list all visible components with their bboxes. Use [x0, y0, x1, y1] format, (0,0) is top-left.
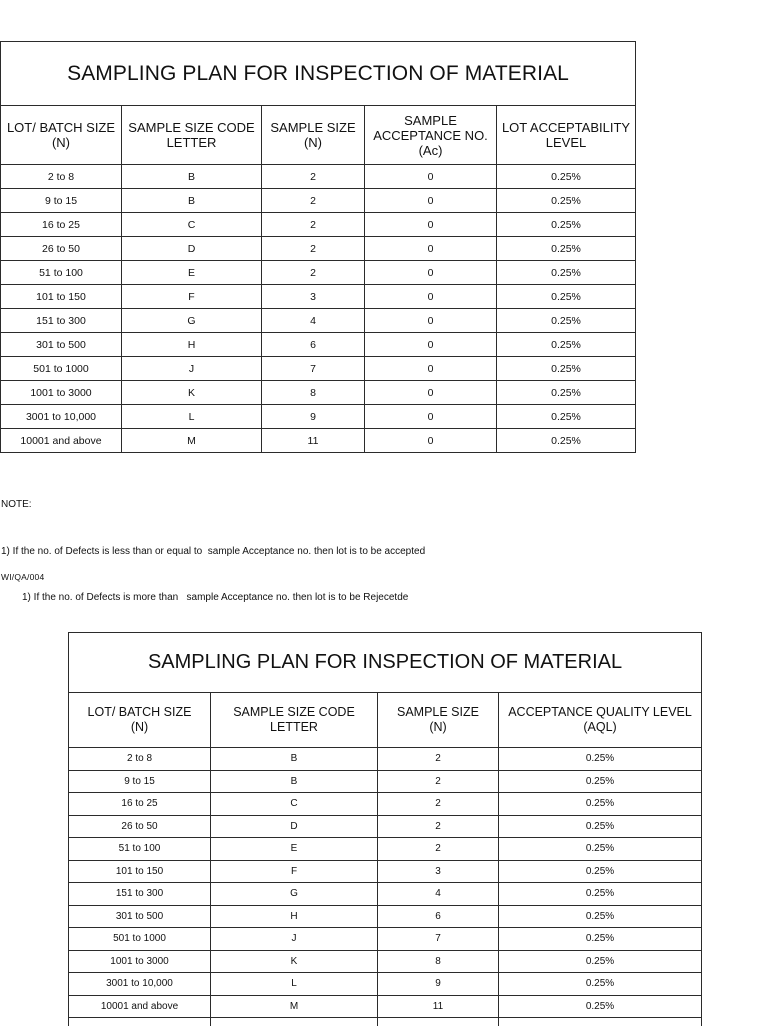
table-cell: 0.25% — [499, 770, 702, 793]
table-cell: 0 — [365, 213, 497, 237]
table-cell: L — [122, 405, 262, 429]
table-row — [1, 429, 636, 453]
table-cell: 11 — [262, 429, 365, 453]
table-cell: 0.25% — [497, 309, 636, 333]
table-cell: 8 — [378, 950, 499, 973]
table-cell: D — [122, 237, 262, 261]
table-row — [69, 973, 702, 996]
table-cell: 301 to 500 — [1, 333, 122, 357]
table-cell: B — [122, 189, 262, 213]
table-cell: 3001 to 10,000 — [69, 973, 211, 996]
table-cell: 0 — [365, 285, 497, 309]
table-cell: 301 to 500 — [69, 905, 211, 928]
table-cell: 16 to 25 — [1, 213, 122, 237]
table-cell: 0 — [365, 237, 497, 261]
table-cell: 101 to 150 — [69, 860, 211, 883]
table-cell: 10001 and above — [1, 429, 122, 453]
table-cell: 2 — [262, 189, 365, 213]
table-row — [69, 995, 702, 1018]
table-cell: 2 — [262, 213, 365, 237]
table-cell: 6 — [262, 333, 365, 357]
table-row — [69, 815, 702, 838]
table-row — [69, 838, 702, 861]
table-cell: H — [122, 333, 262, 357]
table-cell: 2 — [262, 237, 365, 261]
table-row — [1, 213, 636, 237]
table-cell: B — [211, 770, 378, 793]
table-body — [1, 165, 636, 453]
table-cell: 9 to 15 — [1, 189, 122, 213]
table-row — [1, 285, 636, 309]
table-cell: 0.25% — [497, 285, 636, 309]
table-cell: 1001 to 3000 — [1, 381, 122, 405]
table-cell: 0.25% — [499, 995, 702, 1018]
table-cell: M — [211, 995, 378, 1018]
notes-block — [1, 466, 425, 621]
document-code: WI/QA/004 — [1, 572, 44, 582]
table-cell: 0 — [365, 429, 497, 453]
table-cell: 0 — [365, 381, 497, 405]
column-header: SAMPLE ACCEPTANCE NO. (Ac) — [365, 106, 497, 165]
table-cell: 7 — [378, 928, 499, 951]
table-cell: 0.25% — [499, 883, 702, 906]
table-cell: 4 — [262, 309, 365, 333]
table-row — [1, 405, 636, 429]
table-cell: 0.25% — [497, 189, 636, 213]
table-cell: 11 — [378, 995, 499, 1018]
table-cell: B — [122, 165, 262, 189]
note-line-accept: 1) If the no. of Defects is less than or equal to sample Acceptance no. then lot is to be accepted — [1, 544, 425, 560]
table-cell: 0.25% — [497, 237, 636, 261]
table-cell: E — [122, 261, 262, 285]
column-header: SAMPLE SIZE (N) — [262, 106, 365, 165]
table-cell: 3001 to 10,000 — [1, 405, 122, 429]
table-header-row — [69, 693, 702, 748]
table-cell: 7 — [262, 357, 365, 381]
table-cell: 0 — [365, 333, 497, 357]
table-row — [1, 309, 636, 333]
table-cell: 9 — [262, 405, 365, 429]
table-cell: J — [211, 928, 378, 951]
table-cell: 0.25% — [497, 333, 636, 357]
table-header-row — [1, 106, 636, 165]
table-row — [1, 189, 636, 213]
table-cell: 9 — [378, 973, 499, 996]
table-cell: 0.25% — [499, 950, 702, 973]
table-row — [1, 381, 636, 405]
table-cell: 51 to 100 — [69, 838, 211, 861]
table-cell: C — [211, 793, 378, 816]
table-row — [1, 165, 636, 189]
table-cell: 0.25% — [497, 213, 636, 237]
table-cell: 501 to 1000 — [69, 928, 211, 951]
table-cell: 51 to 100 — [1, 261, 122, 285]
table-row — [69, 770, 702, 793]
column-header: SAMPLE SIZE CODE LETTER — [211, 693, 378, 748]
table-cell: L — [211, 973, 378, 996]
table-row — [69, 860, 702, 883]
table-cell: K — [122, 381, 262, 405]
table-cell: 2 to 8 — [69, 748, 211, 771]
table-cell: 3 — [262, 285, 365, 309]
table-row — [69, 883, 702, 906]
table-cell: 26 to 50 — [69, 815, 211, 838]
table-cell: 2 — [378, 815, 499, 838]
table-cell: 10001 and above — [69, 995, 211, 1018]
table-cell: 26 to 50 — [1, 237, 122, 261]
table-row — [1, 261, 636, 285]
column-header: LOT/ BATCH SIZE (N) — [1, 106, 122, 165]
table-cell: 0 — [365, 405, 497, 429]
table-cell: 0.25% — [497, 381, 636, 405]
table-cell: D — [211, 815, 378, 838]
table-cell: 0.25% — [499, 905, 702, 928]
column-header: SAMPLE SIZE CODE LETTER — [122, 106, 262, 165]
table-cell: G — [122, 309, 262, 333]
table-cell: 0.25% — [499, 793, 702, 816]
table-cell: C — [122, 213, 262, 237]
table-cell: 0.25% — [497, 261, 636, 285]
column-header: ACCEPTANCE QUALITY LEVEL (AQL) — [499, 693, 702, 748]
table-row — [1, 357, 636, 381]
table-row-cutoff — [69, 1018, 702, 1026]
sampling-plan-table-primary — [0, 41, 636, 453]
table-row — [69, 793, 702, 816]
table-cell: 0.25% — [497, 357, 636, 381]
table-cell-empty — [69, 1018, 211, 1026]
table-cell-empty — [378, 1018, 499, 1026]
table-cell: 6 — [378, 905, 499, 928]
table-cell: 1001 to 3000 — [69, 950, 211, 973]
table-cell: 3 — [378, 860, 499, 883]
table-cell-empty — [499, 1018, 702, 1026]
table-row — [69, 748, 702, 771]
table-cell: E — [211, 838, 378, 861]
table-cell: H — [211, 905, 378, 928]
table-title: SAMPLING PLAN FOR INSPECTION OF MATERIAL — [1, 42, 636, 106]
table-cell: 0 — [365, 189, 497, 213]
table-cell: 2 — [378, 793, 499, 816]
table-cell: 2 — [378, 770, 499, 793]
table-cell: 2 — [378, 838, 499, 861]
table-cell: 101 to 150 — [1, 285, 122, 309]
table-cell: G — [211, 883, 378, 906]
table-row — [69, 905, 702, 928]
table-cell: 0 — [365, 261, 497, 285]
table-cell: 0 — [365, 309, 497, 333]
table-cell: 16 to 25 — [69, 793, 211, 816]
table-row — [69, 950, 702, 973]
note-heading: NOTE: — [1, 497, 425, 513]
table-cell: 0.25% — [499, 973, 702, 996]
table-cell: 0.25% — [497, 165, 636, 189]
table-cell: 0.25% — [497, 429, 636, 453]
table-cell: 0.25% — [499, 748, 702, 771]
table-cell: 2 — [262, 165, 365, 189]
table-cell: J — [122, 357, 262, 381]
column-header: LOT ACCEPTABILITY LEVEL — [497, 106, 636, 165]
table-cell: 2 — [378, 748, 499, 771]
table-cell: 4 — [378, 883, 499, 906]
table-cell: F — [211, 860, 378, 883]
table-cell: 0.25% — [499, 928, 702, 951]
column-header: LOT/ BATCH SIZE (N) — [69, 693, 211, 748]
table-cell: 9 to 15 — [69, 770, 211, 793]
table-cell: 0.25% — [499, 838, 702, 861]
table-cell: 0.25% — [497, 405, 636, 429]
column-header: SAMPLE SIZE (N) — [378, 693, 499, 748]
table-cell: 2 — [262, 261, 365, 285]
table-cell: F — [122, 285, 262, 309]
table-row — [1, 333, 636, 357]
table-cell: 501 to 1000 — [1, 357, 122, 381]
table-cell: 0.25% — [499, 860, 702, 883]
sampling-plan-table-aql — [68, 632, 702, 1026]
table-cell: K — [211, 950, 378, 973]
table-cell-empty — [211, 1018, 378, 1026]
table-row — [69, 928, 702, 951]
table-cell: 151 to 300 — [69, 883, 211, 906]
table-cell: 151 to 300 — [1, 309, 122, 333]
note-line-reject: 1) If the no. of Defects is more than sample Acceptance no. then lot is to be Rejecetde — [1, 590, 425, 606]
table-body — [69, 748, 702, 1026]
table-cell: 0.25% — [499, 815, 702, 838]
table-row — [1, 237, 636, 261]
table-cell: 0 — [365, 357, 497, 381]
table-title: SAMPLING PLAN FOR INSPECTION OF MATERIAL — [69, 633, 702, 693]
table-cell: 0 — [365, 165, 497, 189]
table-cell: B — [211, 748, 378, 771]
table-cell: M — [122, 429, 262, 453]
table-cell: 8 — [262, 381, 365, 405]
table-cell: 2 to 8 — [1, 165, 122, 189]
